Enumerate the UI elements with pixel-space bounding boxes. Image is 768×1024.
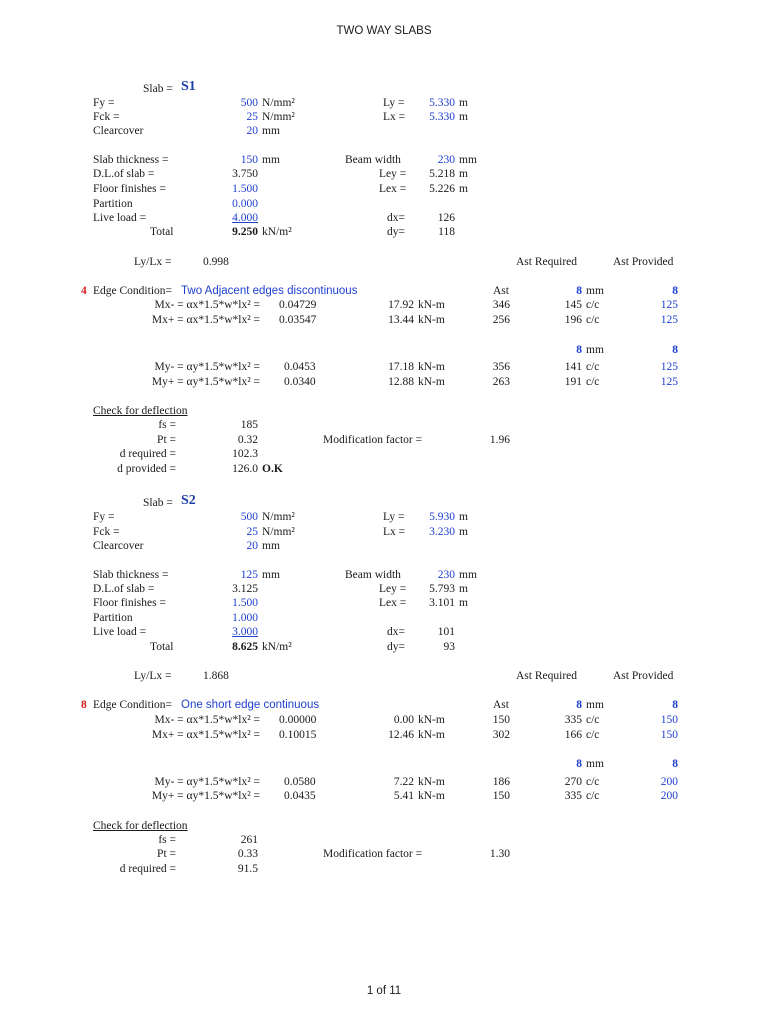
my-plus-ast: 263 [492,376,510,388]
clearcover-value: 20 [246,125,258,137]
clearcover-unit: mm [262,540,280,552]
fck-unit: N/mm² [262,111,295,123]
beam-width-unit: mm [459,569,477,581]
my-plus-coef: 0.0435 [284,790,316,802]
mx-minus-unit: kN-m [418,714,445,726]
fck-label: Fck = [93,526,120,538]
pt-label: Pt = [157,434,176,446]
dy-label: dy= [387,641,405,653]
my-plus-label: My+ = αy*1.5*w*lx² = [151,376,260,388]
total-value: 8.625 [232,641,258,653]
mx-plus-provided: 150 [660,729,678,741]
my-plus-ast: 150 [492,790,510,802]
mx-minus-spacing: 145 [564,299,582,311]
fs-label: fs = [158,419,176,431]
edge-condition-value: One short edge continuous [181,699,320,711]
thickness-unit: mm [262,154,280,166]
total-value: 9.250 [232,226,258,238]
ll-label: Live load = [93,626,147,638]
modification-factor-value: 1.30 [489,848,510,860]
my-plus-provided: 125 [660,376,678,388]
my-plus-spacing: 335 [564,790,582,802]
y-bar-unit: mm [586,344,604,356]
edge-case-number: 4 [81,285,87,297]
slab-label: Slab = [143,83,173,95]
my-minus-coef: 0.0580 [284,776,316,788]
d-provided-label: d provided = [117,463,176,475]
mx-plus-ast: 256 [492,314,510,326]
my-plus-provided: 200 [660,790,678,802]
mx-minus-coef: 0.00000 [279,714,317,726]
my-plus-unit: kN-m [418,790,445,802]
slab-id: S2 [181,493,196,508]
ly-value: 5.930 [429,511,455,523]
beam-width-label: Beam width [345,154,401,166]
fy-unit: N/mm² [262,97,295,109]
my-minus-unit: kN-m [418,361,445,373]
dl-value: 3.750 [232,168,258,180]
ly-label: Ly = [383,97,405,109]
fck-value: 25 [246,111,258,123]
fy-value: 500 [240,97,258,109]
pt-label: Pt = [157,848,176,860]
my-minus-label: My- = αy*1.5*w*lx² = [154,776,260,788]
mx-minus-label: Mx- = αx*1.5*w*lx² = [154,299,260,311]
deflection-title: Check for deflection [93,405,188,417]
mx-minus-provided: 150 [660,714,678,726]
dl-label: D.L.of slab = [93,168,155,180]
ast-col-header: Ast [493,285,509,297]
my-plus-coef: 0.0340 [284,376,316,388]
fck-label: Fck = [93,111,120,123]
mx-minus-ast: 150 [492,714,510,726]
page-number: 1 of 11 [366,985,402,997]
my-minus-coef: 0.0453 [284,361,316,373]
modification-factor-label: Modification factor = [323,848,423,860]
fy-label: Fy = [93,511,115,523]
dy-value: 93 [443,641,455,653]
partition-label: Partition [93,198,133,210]
dl-label: D.L.of slab = [93,583,155,595]
thickness-label: Slab thickness = [93,154,169,166]
partition-value: 1.000 [232,612,258,624]
y-bar-provided: 8 [672,344,678,356]
d-required-label: d required = [119,448,176,460]
lx-value: 3.230 [429,526,455,538]
y-bar-dia: 8 [576,344,582,356]
d-provided-value: 126.0 [232,463,258,475]
ast-provided-header: Ast Provided [613,670,674,682]
my-minus-spacing: 270 [564,776,582,788]
fy-label: Fy = [93,97,115,109]
y-bar-provided: 8 [672,758,678,770]
lex-label: Lex = [379,183,407,195]
mx-plus-coef: 0.10015 [279,729,317,741]
beam-width-value: 230 [437,154,455,166]
ratio-label: Ly/Lx = [134,256,172,268]
fy-value: 500 [240,511,258,523]
pt-value: 0.33 [237,848,258,860]
my-minus-provided: 200 [660,776,678,788]
mx-plus-unit: kN-m [418,729,445,741]
fck-unit: N/mm² [262,526,295,538]
x-bar-unit: mm [586,285,604,297]
dy-label: dy= [387,226,405,238]
lex-value: 5.226 [429,183,455,195]
x-bar-provided: 8 [672,699,678,711]
x-bar-unit: mm [586,699,604,711]
ley-unit: m [459,583,468,595]
pt-value: 0.32 [237,434,258,446]
ast-required-header: Ast Required [516,256,578,268]
beam-width-unit: mm [459,154,477,166]
ll-value: 3.000 [232,626,258,638]
y-bar-dia: 8 [576,758,582,770]
thickness-value: 150 [240,154,258,166]
total-label: Total [150,226,174,238]
x-bar-provided: 8 [672,285,678,297]
beam-width-value: 230 [437,569,455,581]
my-plus-cc: c/c [586,376,600,388]
slab-label: Slab = [143,497,173,509]
ast-required-header: Ast Required [516,670,578,682]
mx-plus-cc: c/c [586,314,600,326]
lx-label: Lx = [383,111,406,123]
mx-minus-label: Mx- = αx*1.5*w*lx² = [154,714,260,726]
clearcover-value: 20 [246,540,258,552]
my-minus-moment: 7.22 [393,776,414,788]
thickness-label: Slab thickness = [93,569,169,581]
thickness-value: 125 [240,569,258,581]
my-plus-spacing: 191 [564,376,582,388]
beam-width-label: Beam width [345,569,401,581]
clearcover-unit: mm [262,125,280,137]
ff-label: Floor finishes = [93,183,166,195]
fs-value: 261 [240,834,258,846]
my-minus-cc: c/c [586,776,600,788]
deflection-status: O.K [262,463,283,475]
ly-label: Ly = [383,511,405,523]
dx-value: 101 [437,626,455,638]
ff-label: Floor finishes = [93,597,166,609]
x-bar-dia: 8 [576,285,582,297]
modification-factor-value: 1.96 [489,434,510,446]
mx-minus-cc: c/c [586,299,600,311]
my-minus-spacing: 141 [564,361,582,373]
mx-plus-ast: 302 [492,729,510,741]
my-plus-cc: c/c [586,790,600,802]
lex-unit: m [459,183,468,195]
mx-plus-moment: 12.46 [388,729,414,741]
partition-value: 0.000 [232,198,258,210]
edge-case-number: 8 [81,699,87,711]
ll-value: 4.000 [232,212,258,224]
my-plus-label: My+ = αy*1.5*w*lx² = [151,790,260,802]
my-plus-moment: 5.41 [393,790,414,802]
page-title: TWO WAY SLABS [336,25,432,37]
lx-unit: m [459,526,468,538]
deflection-title: Check for deflection [93,820,188,832]
mx-plus-label: Mx+ = αx*1.5*w*lx² = [151,729,260,741]
mx-plus-spacing: 166 [564,729,582,741]
ly-value: 5.330 [429,97,455,109]
mx-minus-provided: 125 [660,299,678,311]
mx-minus-spacing: 335 [564,714,582,726]
total-unit: kN/m² [262,226,292,238]
my-minus-provided: 125 [660,361,678,373]
dl-value: 3.125 [232,583,258,595]
my-minus-ast: 186 [492,776,510,788]
d-required-value: 102.3 [232,448,258,460]
ley-label: Ley = [379,583,407,595]
my-plus-moment: 12.88 [388,376,414,388]
ly-unit: m [459,511,468,523]
mx-plus-coef: 0.03547 [279,314,317,326]
mx-plus-unit: kN-m [418,314,445,326]
my-minus-ast: 356 [492,361,510,373]
ratio-value: 0.998 [203,256,229,268]
mx-minus-coef: 0.04729 [279,299,317,311]
d-required-value: 91.5 [237,863,258,875]
mx-plus-spacing: 196 [564,314,582,326]
mx-minus-unit: kN-m [418,299,445,311]
ast-provided-header: Ast Provided [613,256,674,268]
my-minus-unit: kN-m [418,776,445,788]
my-minus-label: My- = αy*1.5*w*lx² = [154,361,260,373]
lx-label: Lx = [383,526,406,538]
mx-minus-cc: c/c [586,714,600,726]
fs-label: fs = [158,834,176,846]
dx-label: dx= [387,626,405,638]
edge-condition-label: Edge Condition= [93,699,172,711]
fy-unit: N/mm² [262,511,295,523]
thickness-unit: mm [262,569,280,581]
lex-label: Lex = [379,597,407,609]
edge-condition-label: Edge Condition= [93,285,172,297]
ley-label: Ley = [379,168,407,180]
y-bar-unit: mm [586,758,604,770]
fs-value: 185 [240,419,258,431]
ratio-value: 1.868 [203,670,229,682]
fck-value: 25 [246,526,258,538]
edge-condition-value: Two Adjacent edges discontinuous [181,285,358,297]
ley-unit: m [459,168,468,180]
mx-minus-moment: 17.92 [388,299,414,311]
my-minus-moment: 17.18 [388,361,414,373]
ll-label: Live load = [93,212,147,224]
mx-minus-ast: 346 [492,299,510,311]
my-plus-unit: kN-m [418,376,445,388]
ratio-label: Ly/Lx = [134,670,172,682]
lx-unit: m [459,111,468,123]
my-minus-cc: c/c [586,361,600,373]
dx-label: dx= [387,212,405,224]
d-required-label: d required = [119,863,176,875]
ly-unit: m [459,97,468,109]
partition-label: Partition [93,612,133,624]
total-unit: kN/m² [262,641,292,653]
lex-value: 3.101 [429,597,455,609]
clearcover-label: Clearcover [93,540,144,552]
dy-value: 118 [438,226,455,238]
mx-minus-moment: 0.00 [393,714,414,726]
dx-value: 126 [437,212,455,224]
mx-plus-label: Mx+ = αx*1.5*w*lx² = [151,314,260,326]
ley-value: 5.218 [429,168,455,180]
clearcover-label: Clearcover [93,125,144,137]
ff-value: 1.500 [232,183,258,195]
modification-factor-label: Modification factor = [323,434,423,446]
mx-plus-provided: 125 [660,314,678,326]
lex-unit: m [459,597,468,609]
ley-value: 5.793 [429,583,455,595]
x-bar-dia: 8 [576,699,582,711]
lx-value: 5.330 [429,111,455,123]
ff-value: 1.500 [232,597,258,609]
mx-plus-cc: c/c [586,729,600,741]
mx-plus-moment: 13.44 [388,314,414,326]
slab-id: S1 [181,79,196,94]
ast-col-header: Ast [493,699,509,711]
total-label: Total [150,641,174,653]
